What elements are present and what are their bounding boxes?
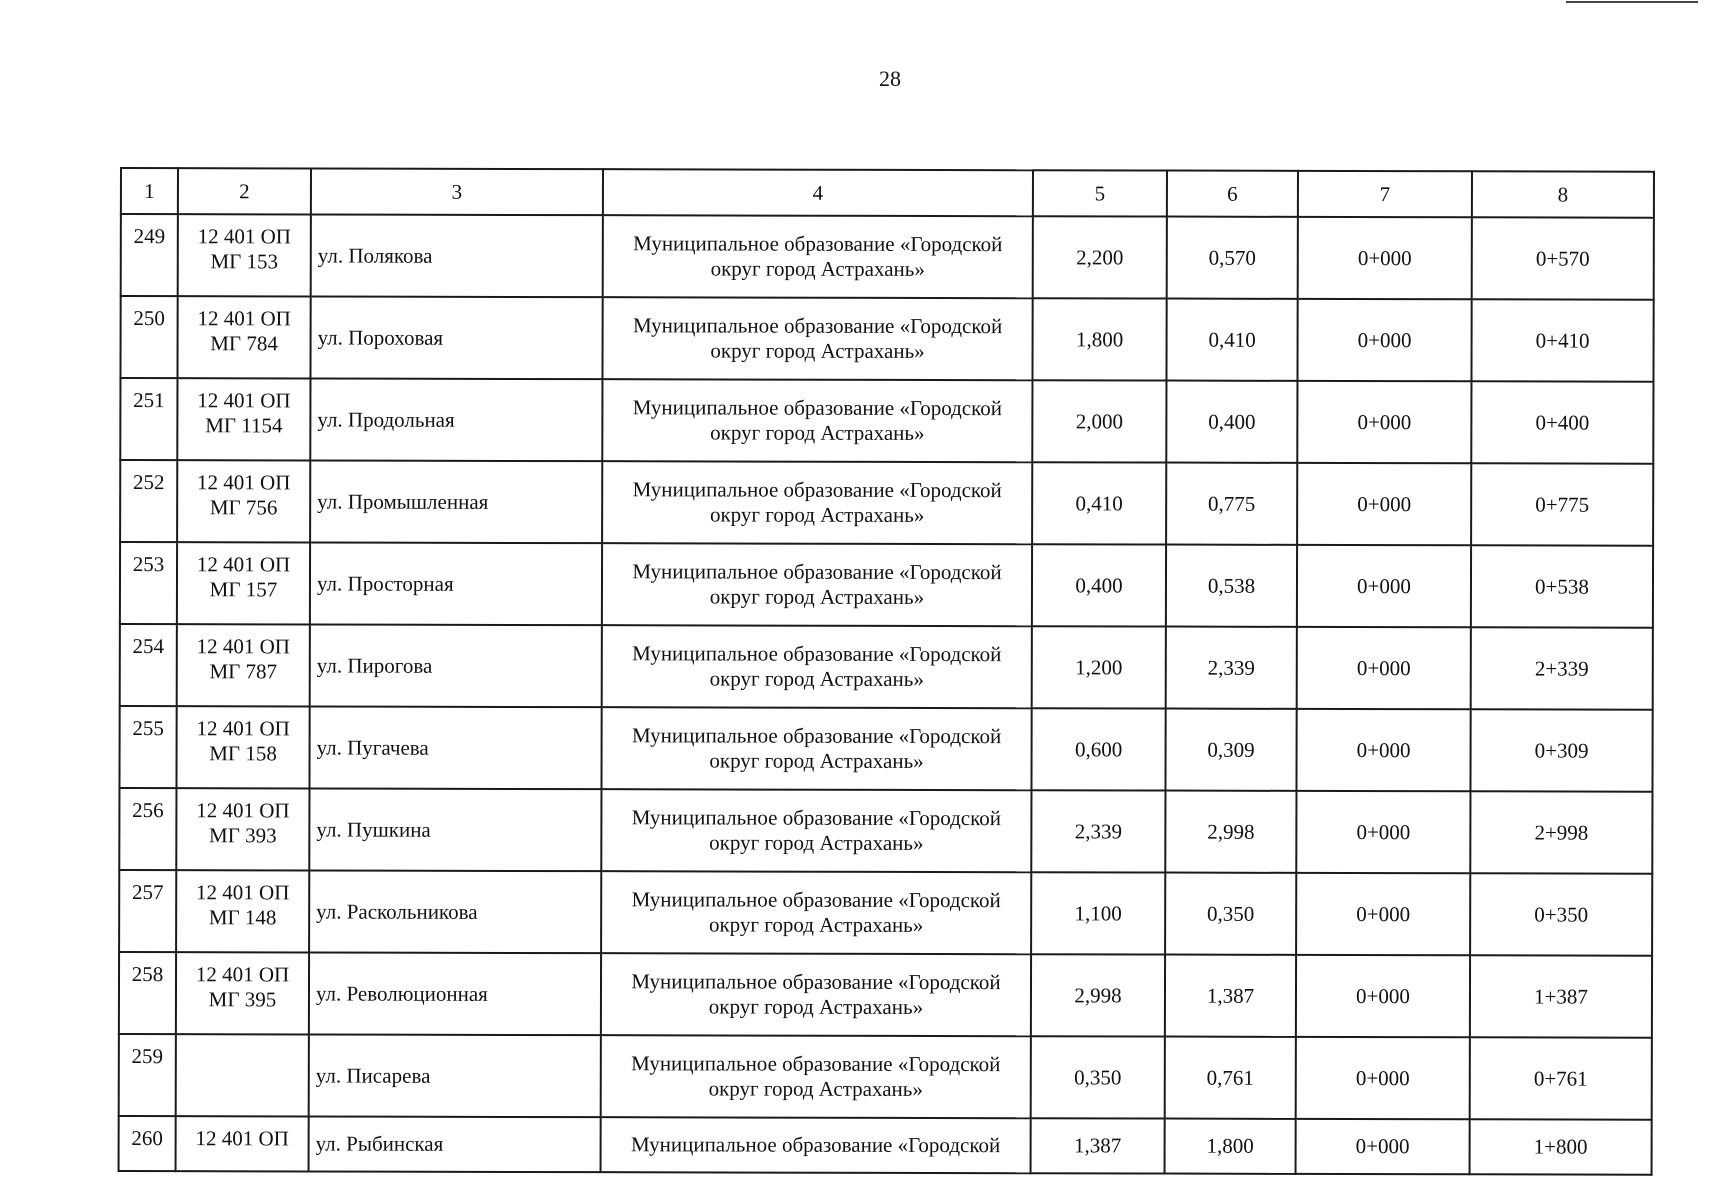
row-number-cell: 250 (120, 296, 177, 378)
street-name-cell: ул. Продольная (310, 378, 602, 461)
row-number-cell: 260 (119, 1116, 176, 1171)
value-cell-c5: 0,350 (1031, 1036, 1165, 1118)
road-id-line: 12 401 ОП (195, 962, 290, 987)
row-number-cell: 253 (120, 542, 177, 624)
table-row (119, 788, 1652, 874)
row-number-cell: 249 (121, 214, 178, 296)
road-id-line: 12 401 ОП (196, 880, 290, 905)
street-name-cell: ул. Пороховая (310, 296, 602, 379)
row-number-cell: 258 (119, 952, 176, 1034)
owner-line: Муниципальное образование «Городской (632, 641, 1002, 667)
owner-line: Муниципальное образование «Городской (632, 559, 1002, 585)
street-name-cell: ул. Полякова (311, 214, 603, 297)
value-cell-c7: 0+000 (1297, 545, 1471, 627)
road-id-line: МГ 148 (208, 905, 277, 930)
value-cell-c7: 0+000 (1297, 381, 1471, 463)
value-cell-c7: 0+000 (1297, 299, 1471, 381)
value-cell-c8: 0+309 (1470, 709, 1652, 791)
value-cell-c5: 1,387 (1031, 1118, 1165, 1173)
value-cell-c7: 0+000 (1297, 627, 1471, 709)
owner-cell (601, 789, 1031, 872)
road-id-line: МГ 784 (210, 331, 278, 356)
owner-line: округ город Астрахань» (708, 1076, 923, 1101)
owner-cell (602, 625, 1032, 708)
row-number-cell: 256 (119, 788, 176, 870)
road-id-line: МГ 393 (209, 823, 277, 848)
owner-cell (601, 871, 1031, 954)
row-number-cell: 254 (120, 624, 177, 706)
road-id-cell (177, 378, 310, 460)
road-id-cell (176, 1116, 309, 1171)
table-row (119, 706, 1652, 792)
road-id-line: 12 401 ОП (197, 306, 291, 331)
owner-line: Муниципальное образование «Городской (632, 313, 1003, 339)
road-id-cell (178, 214, 311, 296)
road-id-line: 12 401 ОП (196, 552, 291, 577)
owner-cell (602, 379, 1032, 462)
road-id-line: 12 401 ОП (197, 388, 291, 413)
value-cell-c8: 1+800 (1470, 1119, 1652, 1174)
table-row (120, 624, 1653, 710)
road-id-line: МГ 1154 (205, 413, 283, 438)
owner-cell (602, 461, 1032, 544)
value-cell-c5: 2,998 (1031, 954, 1165, 1036)
road-id-line: МГ 787 (209, 659, 278, 684)
table-row (120, 296, 1653, 382)
value-cell-c8: 0+775 (1471, 463, 1653, 545)
value-cell-c8: 0+350 (1470, 873, 1652, 955)
owner-line: Муниципальное образование «Городской (632, 395, 1003, 421)
value-cell-c6: 0,775 (1166, 463, 1297, 545)
value-cell-c5: 2,200 (1033, 216, 1167, 298)
value-cell-c7: 0+000 (1298, 217, 1472, 299)
value-cell-c5: 1,800 (1032, 298, 1166, 380)
road-id-line: МГ 153 (210, 249, 279, 274)
row-number-cell: 257 (119, 870, 176, 952)
value-cell-c6: 2,339 (1166, 627, 1297, 709)
value-cell-c8: 2+998 (1470, 791, 1652, 873)
street-name-cell: ул. Писарева (309, 1034, 601, 1117)
street-name-cell: ул. Промышленная (310, 460, 602, 543)
value-cell-c6: 0,570 (1167, 217, 1298, 299)
value-cell-c8: 0+538 (1471, 545, 1653, 627)
value-cell-c6: 0,761 (1165, 1037, 1296, 1119)
owner-line: округ город Астрахань» (708, 994, 924, 1019)
row-number-cell: 251 (120, 378, 177, 460)
owner-cell (601, 707, 1031, 790)
value-cell-c5: 0,400 (1032, 544, 1166, 626)
value-cell-c6: 0,350 (1165, 873, 1296, 955)
table-row (119, 952, 1652, 1038)
owner-cell (603, 215, 1033, 298)
roads-register-table (118, 167, 1655, 1176)
owner-line: Муниципальное образование «Городской (631, 805, 1002, 831)
header-cell: 6 (1167, 171, 1298, 217)
table-row (120, 378, 1653, 464)
value-cell-c7: 0+000 (1296, 791, 1470, 873)
street-name-cell: ул. Раскольникова (309, 870, 601, 953)
header-cell: 3 (311, 168, 603, 215)
road-id-line: 12 401 ОП (195, 1126, 289, 1151)
value-cell-c5: 1,200 (1032, 626, 1166, 708)
road-id-cell (177, 542, 310, 624)
value-cell-c5: 0,600 (1031, 708, 1165, 790)
road-id-cell (177, 460, 310, 542)
road-id-line: 12 401 ОП (197, 224, 292, 249)
road-id-cell (177, 624, 310, 706)
road-id-cell (177, 296, 310, 378)
row-number-cell: 252 (120, 460, 177, 542)
owner-cell (601, 953, 1031, 1036)
header-cell: 5 (1033, 170, 1167, 216)
street-name-cell: ул. Просторная (310, 542, 602, 625)
road-id-line: 12 401 ОП (197, 470, 291, 495)
owner-line: округ город Астрахань» (709, 748, 924, 773)
header-cell: 7 (1298, 171, 1472, 217)
road-id-line: 12 401 ОП (196, 798, 290, 823)
road-id-cell (176, 952, 309, 1034)
street-name-cell: ул. Пирогова (310, 624, 602, 707)
value-cell-c6: 0,410 (1166, 299, 1297, 381)
top-edge-rule (1566, 1, 1698, 3)
value-cell-c7: 0+000 (1296, 1119, 1470, 1174)
owner-line: округ город Астрахань» (708, 912, 924, 937)
owner-line: округ город Астрахань» (710, 420, 925, 445)
street-name-cell: ул. Пугачева (309, 706, 601, 789)
owner-line: округ город Астрахань» (709, 830, 924, 855)
value-cell-c8: 0+400 (1471, 381, 1653, 463)
value-cell-c5: 0,410 (1032, 462, 1166, 544)
owner-line: Муниципальное образование «Городской (631, 1051, 1001, 1077)
value-cell-c5: 1,100 (1031, 872, 1165, 954)
table-row (119, 870, 1652, 956)
value-cell-c6: 2,998 (1165, 791, 1296, 873)
road-id-line: МГ 756 (209, 495, 278, 520)
table-row (120, 460, 1653, 546)
road-id-line: МГ 157 (209, 577, 278, 602)
value-cell-c5: 2,339 (1031, 790, 1165, 872)
value-cell-c8: 0+761 (1470, 1037, 1652, 1119)
owner-line: Муниципальное образование «Городской (631, 969, 1001, 995)
owner-line: округ город Астрахань» (709, 666, 924, 691)
owner-line: Муниципальное образование «Городской (630, 1132, 1001, 1158)
column-number-header-row (121, 168, 1654, 218)
owner-line: округ город Астрахань» (710, 256, 925, 281)
value-cell-c5: 2,000 (1032, 380, 1166, 462)
owner-line: Муниципальное образование «Городской (633, 231, 1003, 257)
header-cell: 4 (603, 169, 1033, 216)
street-name-cell: ул. Революционная (309, 952, 601, 1035)
street-name-cell: ул. Рыбинская (309, 1116, 601, 1172)
owner-line: округ город Астрахань» (710, 338, 925, 363)
row-number-cell: 259 (119, 1034, 176, 1116)
owner-cell (602, 297, 1032, 380)
value-cell-c6: 1,800 (1165, 1119, 1296, 1174)
road-id-cell (176, 870, 309, 952)
header-cell: 2 (178, 168, 311, 214)
road-id-cell (176, 706, 309, 788)
value-cell-c6: 0,309 (1165, 709, 1296, 791)
road-id-line: 12 401 ОП (196, 634, 291, 659)
street-name-cell: ул. Пушкина (309, 788, 601, 871)
value-cell-c7: 0+000 (1297, 463, 1471, 545)
page-number: 28 (879, 66, 901, 91)
value-cell-c6: 0,538 (1166, 545, 1297, 627)
owner-line: округ город Астрахань» (709, 584, 925, 609)
owner-cell (602, 543, 1032, 626)
table-row (121, 214, 1654, 300)
owner-line: Муниципальное образование «Городской (631, 723, 1002, 749)
road-id-line: МГ 395 (208, 987, 277, 1012)
owner-cell (601, 1035, 1031, 1118)
table-row (119, 1116, 1652, 1175)
value-cell-c6: 0,400 (1166, 381, 1297, 463)
road-id-line: МГ 158 (209, 741, 277, 766)
value-cell-c8: 0+410 (1471, 299, 1653, 381)
owner-line: округ город Астрахань» (709, 502, 925, 527)
value-cell-c7: 0+000 (1296, 709, 1470, 791)
value-cell-c7: 0+000 (1296, 1037, 1470, 1119)
road-id-cell (176, 788, 309, 870)
header-cell: 8 (1472, 171, 1654, 217)
road-id-cell (176, 1034, 309, 1116)
value-cell-c8: 2+339 (1471, 627, 1653, 709)
table-row (120, 542, 1653, 628)
table-row (119, 1034, 1652, 1120)
value-cell-c6: 1,387 (1165, 955, 1296, 1037)
owner-cell (601, 1117, 1031, 1173)
value-cell-c7: 0+000 (1296, 873, 1470, 955)
row-number-cell: 255 (119, 706, 176, 788)
value-cell-c7: 0+000 (1296, 955, 1470, 1037)
road-id-line: 12 401 ОП (196, 716, 290, 741)
owner-line: Муниципальное образование «Городской (631, 887, 1001, 913)
owner-line: Муниципальное образование «Городской (632, 477, 1002, 503)
header-cell: 1 (121, 168, 178, 214)
value-cell-c8: 1+387 (1470, 955, 1652, 1037)
value-cell-c8: 0+570 (1472, 217, 1654, 299)
